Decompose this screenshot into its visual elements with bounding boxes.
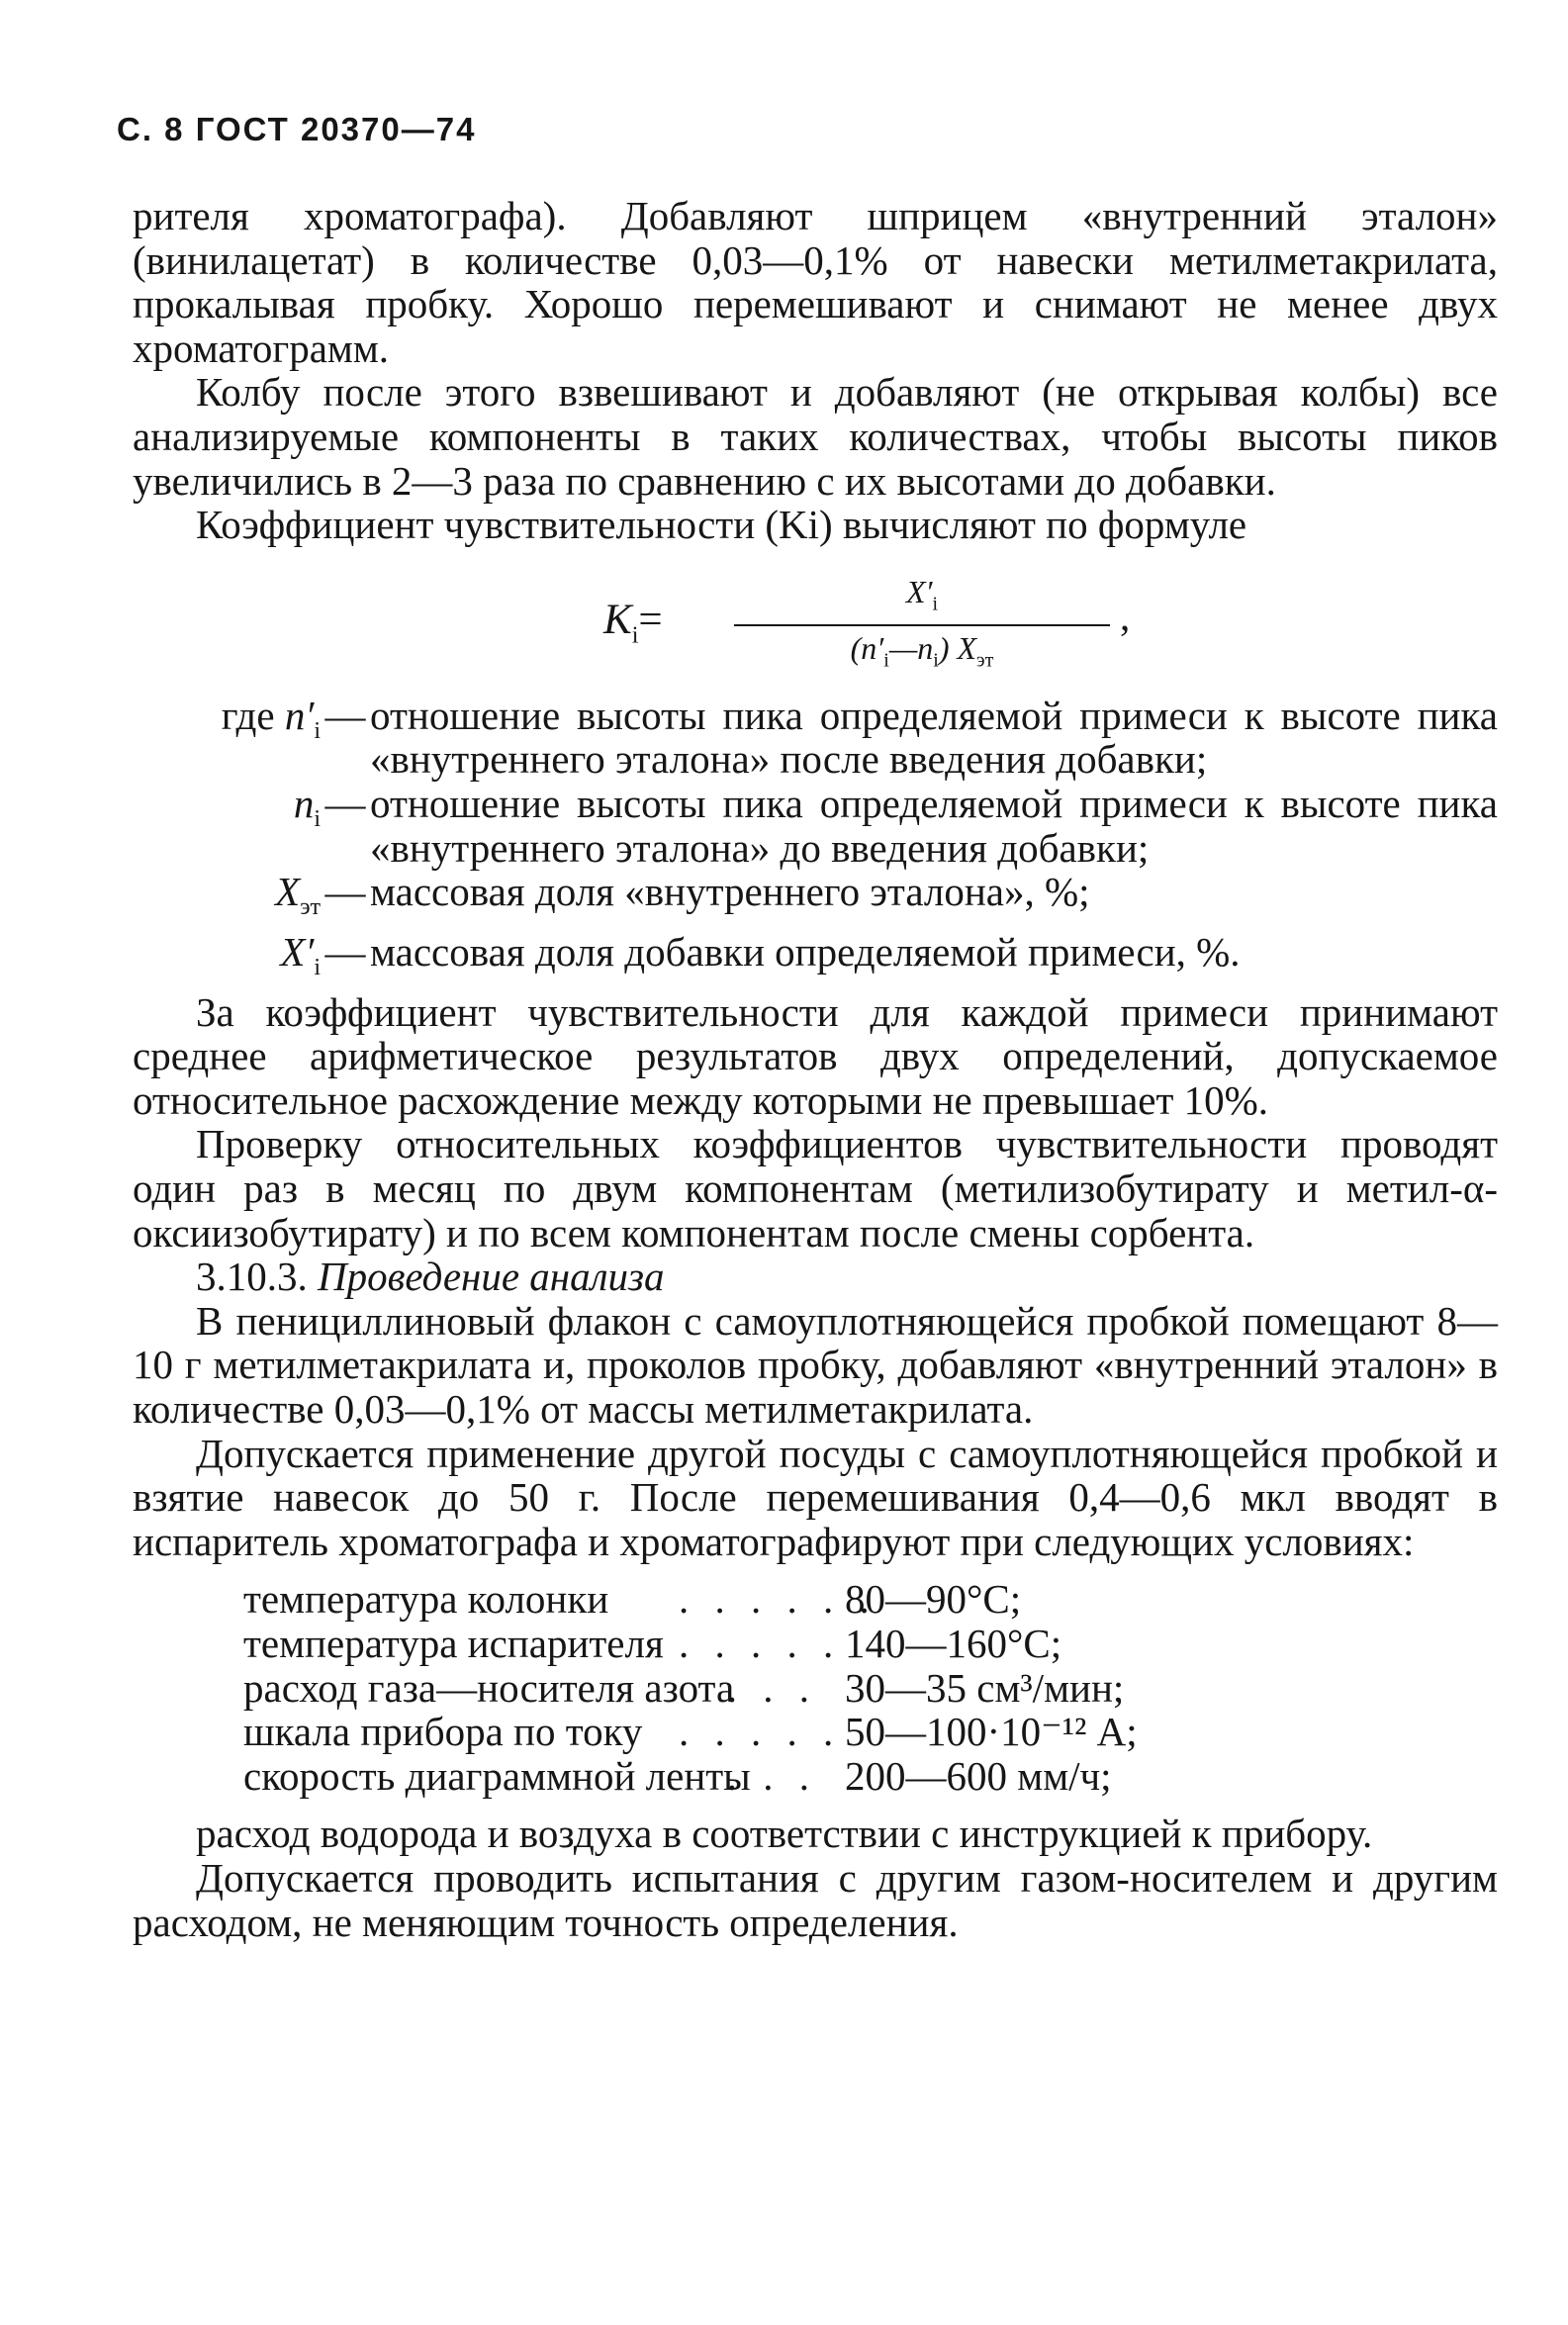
condition-row: шкала прибора по току . . . . . 50—100·10⁻¹² А;: [243, 1709, 1138, 1755]
formula-numerator: $X'_i$: [905, 573, 939, 615]
page-header: С. 8 ГОСТ 20370—74: [117, 111, 477, 147]
section-heading: [133, 1255, 1498, 1299]
paragraph-7: Допускается применение другой посуды с самоуплотняющейся пробкой и взятие навесок до 50 г. После перемешивания 0,4—0,6 мкл вводят в испаритель хроматографа и хроматографируют при следующих условиях:: [133, 1430, 1498, 1564]
definition-item: $X_{эт}$ — массовая доля «внутреннего эталона», %;: [275, 869, 1090, 921]
definition-item: $n_i$ — отношение высоты пика определяемой примеси к высоте пика «внутреннего эталона» до введения добавки;: [293, 780, 1498, 871]
paragraph-9: Допускается проводить испытания с другим газом-носителем и другим расходом, не меняющим точность определения.: [133, 1854, 1498, 1945]
paragraph-8: расход водорода и воздуха в соответствии с инструкцией к прибору.: [196, 1811, 1373, 1857]
definition-item: где $n'_i$ — отношение высоты пика определяемой примеси к высоте пика «внутреннего эталона» после введения добавки;: [221, 692, 1498, 783]
document-body: [133, 194, 1498, 1944]
paragraph-6: В пенициллиновый флакон с самоуплотняющейся пробкой помещают 8—10 г метилметакрилата и, проколов пробку, добавляют «внутренний эталон» в количестве 0,03—0,1% от массы метилметакрилата.: [133, 1297, 1498, 1433]
paragraph-1: рителя хроматографа). Добавляют шприцем «внутренний эталон» (винилацетат) в количестве 0,03—0,1% от навески метилметакрилата, прокалывая пробку. Хорошо перемешивают и снимают не менее двух хроматограмм.: [133, 193, 1498, 371]
paragraph-2: Колбу после этого взвешивают и добавляют (не открывая колбы) все анализируемые компоненты в таких количествах, чтобы высоты пиков увеличились в 2—3 раза по сравнению с их высотами до добавки.: [133, 369, 1498, 504]
formula-fraction: [734, 573, 1110, 679]
condition-row: температура колонки . . . . . . 80—90°С;: [243, 1576, 1022, 1623]
sensitivity-formula: [133, 555, 1498, 690]
paragraph-4: За коэффициент чувствительности для каждой примеси принимают среднее арифметическое результатов двух определений, допускаемое относительное расхождение между которыми не превышает 10%.: [133, 988, 1498, 1123]
section-title: Проведение анализа: [318, 1254, 665, 1300]
paragraph-3: Коэффициент чувствительности (Ki) вычисляют по формуле: [196, 502, 1247, 548]
condition-row: температура испарителя . . . . . 140—160°С;: [243, 1621, 1062, 1666]
section-number: 3.10.3.: [196, 1254, 308, 1300]
conditions-list: [243, 1577, 1498, 1798]
definition-item: $X'_i$ — массовая доля добавки определяемой примеси, %.: [280, 928, 1241, 981]
formula-comma: ,: [1120, 593, 1131, 639]
definitions-list: [133, 694, 1498, 990]
condition-row: скорость диаграммной ленты . . . 200—600 мм/ч;: [243, 1752, 1112, 1799]
formula-denominator: $(n'_i—n_i)$ $X_{эт}$: [850, 630, 994, 672]
fraction-bar: [734, 624, 1110, 626]
paragraph-5: Проверку относительных коэффициентов чувствительности проводят один раз в месяц по двум компонентам (метилизобутирату и метил-α-оксиизобутирату) и по всем компонентам после смены сорбента.: [133, 1121, 1498, 1256]
formula-lhs: $K_i=$: [603, 596, 663, 649]
condition-row: расход газа—носителя азота . . . 30—35 см³/мин;: [243, 1664, 1125, 1711]
